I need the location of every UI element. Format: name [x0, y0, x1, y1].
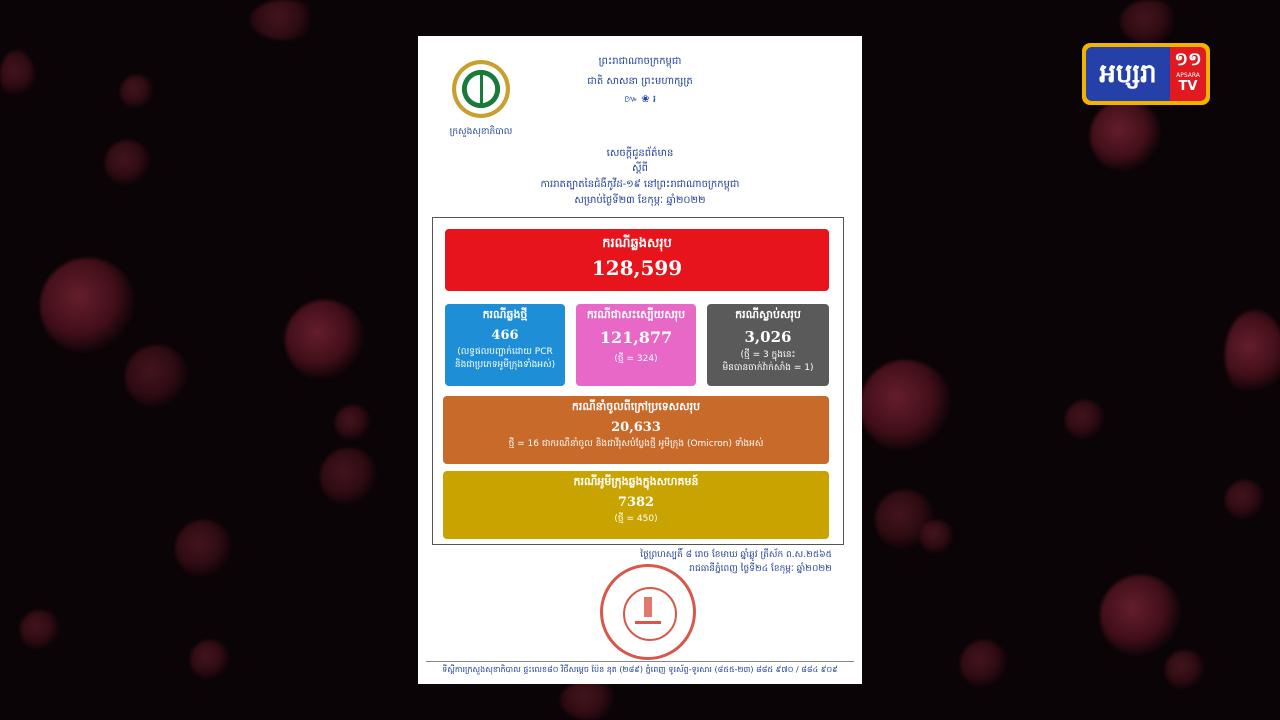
- recovered-value: 121,877: [599, 328, 673, 347]
- stats-frame: [432, 217, 844, 545]
- imported-cases-box: [443, 396, 829, 464]
- channel-small-text: APSARA: [1176, 72, 1200, 79]
- deaths-value: 3,026: [744, 328, 792, 346]
- motto: ជាតិ សាសនា ព្រះមហាក្សត្រ: [587, 76, 693, 87]
- community-label: ករណីអូមីក្រុងឆ្លងក្នុងសហគមន៍: [573, 475, 699, 488]
- ministry-address: ទីស្ដីការក្រសួងសុខាភិបាល ផ្ទះលេខ៨០ វិថីសម្ដេច ប៉ែន នុត (២៨៩) ភ្នំពេញ ទូរស័ព្ទ-ទូរសារ (៨៥៥-២៣) ៨៨៥ ៩៧០ / ៨៨៤ ៩០៩: [442, 665, 838, 674]
- title-line-2: ស្ដីពី: [632, 163, 648, 174]
- total-cases-box: [445, 229, 829, 291]
- channel-number-panel: [1170, 47, 1206, 101]
- title-line-3: ការរាតត្បាតនៃជំងឺកូវីដ-១៩ នៅព្រះរាជាណាចក្រកម្ពុជា: [540, 179, 740, 190]
- kingdom-heading: ព្រះរាជាណាចក្រកម្ពុជា: [598, 56, 682, 67]
- imported-value: 20,633: [611, 420, 661, 435]
- deaths-note-2: មិនបានចាក់វ៉ាក់សាំង = 1): [722, 363, 814, 373]
- community-omicron-box: [443, 471, 829, 539]
- new-cases-note-2: និងជាប្រភេទអូមីក្រុងទាំងអស់): [454, 360, 556, 370]
- lunar-date: ថ្ងៃព្រហស្បតិ៍ ៨ រោច ខែមាឃ ឆ្នាំឆ្លូវ ត្រីស័ក ព.ស.២៥៦៥: [640, 550, 832, 560]
- imported-label: ករណីនាំចូលពីក្រៅប្រទេសសរុប: [571, 400, 701, 413]
- deaths-label: ករណីស្លាប់សរុប: [735, 308, 801, 321]
- new-cases-note-1: (លទ្ធផលបញ្ជាក់ដោយ PCR: [457, 347, 553, 357]
- total-cases-value: 128,599: [591, 256, 683, 280]
- title-line-1: សេចក្ដីជូនព័ត៌មាន: [606, 148, 674, 159]
- community-value: 7382: [617, 495, 655, 510]
- recovered-note: (ថ្មី = 324): [614, 354, 658, 364]
- deaths-box: [707, 304, 829, 386]
- gregorian-date: រាជធានីភ្នំពេញ ថ្ងៃទី២៤ ខែកុម្ភៈ ឆ្នាំ២០២២: [689, 564, 832, 574]
- channel-tv: TV: [1178, 79, 1198, 94]
- channel-name: អប្សរា: [1086, 47, 1170, 101]
- footer-divider: [426, 661, 854, 662]
- recovered-box: [576, 304, 696, 386]
- channel-number: ១១: [1174, 49, 1202, 70]
- recovered-label: ករណីជាសះស្បើយសរុប: [586, 308, 686, 321]
- press-release-document: [418, 36, 862, 684]
- ministry-name: ក្រសួងសុខាភិបាល: [449, 127, 513, 137]
- new-cases-label: ករណីឆ្លងថ្មី: [482, 308, 528, 321]
- apsara-tv-logo: [1082, 43, 1210, 105]
- imported-note: ថ្មី = 16 ជាករណីនាំចូល និងជាវីរុសបំប្លែងថ្មី អូមីក្រុង (Omicron) ទាំងអស់: [508, 439, 764, 449]
- community-note: (ថ្មី = 450): [614, 514, 658, 524]
- ornament: ៚ ❀ ៛: [623, 94, 657, 105]
- new-cases-value: 466: [491, 328, 519, 343]
- deaths-note-1: (ថ្មី = 3 ក្នុងនេះ: [740, 350, 796, 360]
- title-line-4: សម្រាប់ថ្ងៃទី២៣ ខែកុម្ភៈ ឆ្នាំ២០២២: [574, 195, 706, 206]
- new-cases-box: [445, 304, 565, 386]
- total-cases-label: ករណីឆ្លងសរុប: [602, 236, 672, 251]
- official-seal: [600, 564, 696, 660]
